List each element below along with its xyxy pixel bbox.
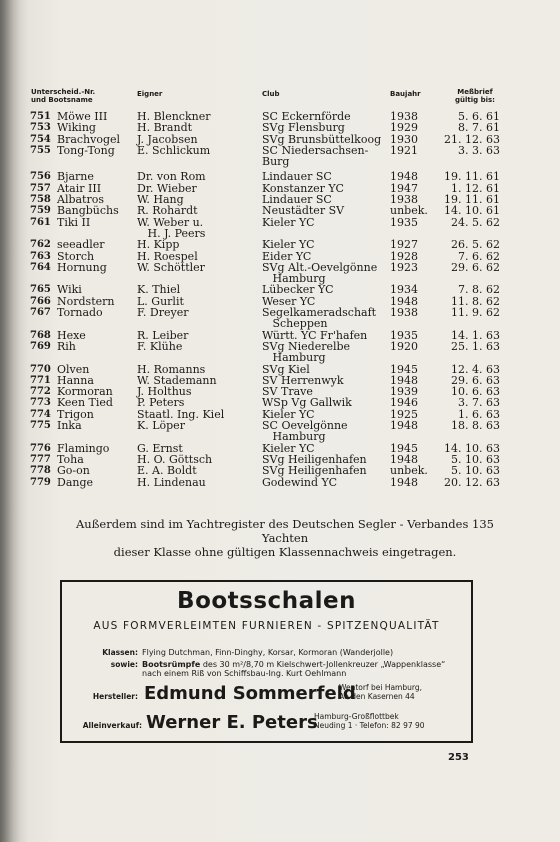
boat-club: SVg Alt.-Oevelgönne (262, 260, 378, 274)
boat-number: 775 (30, 420, 51, 432)
measurement-valid-until: 5. 10. 63 (451, 464, 500, 478)
boat-number: 767 (30, 307, 51, 319)
boat-number: 765 (30, 284, 51, 296)
boat-number: 755 (30, 144, 51, 156)
boat-owner: R. Rohardt (137, 204, 198, 218)
boat-number: 779 (30, 476, 51, 488)
boat-club: Kieler YC (262, 215, 315, 229)
boat-owner: H. Romanns (137, 362, 206, 376)
boat-build-year: 1938 (390, 110, 418, 123)
ad-title: Bootsschalen (177, 588, 356, 614)
table-row (0, 122, 560, 133)
measurement-valid-until: 11. 9. 62 (451, 306, 500, 320)
boat-owner: Dr. von Rom (137, 170, 206, 184)
ad-verkauf-address-1: Hamburg-Großflottbek (314, 712, 399, 721)
measurement-valid-until: 20. 12. 63 (444, 475, 500, 489)
boat-build-year: 1925 (390, 407, 418, 421)
boat-name: Hanna (57, 373, 94, 387)
measurement-valid-until: 25. 1. 63 (451, 339, 500, 353)
boat-name: Toha (57, 452, 84, 466)
boat-club: SC Oevelgönne (262, 419, 348, 433)
ad-sowie-text-2: nach einem Riß von Schiffsbau-Ing. Kurt Oehlmann (142, 669, 347, 678)
boat-name: Rih (57, 339, 76, 353)
ad-verkauf-label: Alleinverkauf: (82, 721, 142, 730)
ad-klassen-text: Flying Dutchman, Finn-Dinghy, Korsar, Kormoran (Wanderjolle) (142, 648, 394, 657)
boat-club: SV Trave (262, 385, 313, 399)
boat-club: SC Eckernförde (262, 110, 351, 123)
boat-name: Olven (57, 362, 90, 376)
boat-owner: H. O. Göttsch (137, 452, 213, 466)
boat-build-year: 1923 (390, 260, 418, 274)
boat-name: Hornung (57, 260, 107, 274)
boat-club: Lindauer SC (262, 193, 332, 207)
boat-club: WSp Vg Gallwik (262, 396, 352, 410)
boat-build-year: 1948 (390, 475, 418, 489)
boat-owner: J. Jacobsen (137, 132, 198, 146)
boat-club: SC Niedersachsen- (262, 143, 369, 157)
boat-club: Burg (262, 155, 290, 169)
boat-build-year: 1939 (390, 385, 418, 399)
boat-build-year: unbek. (390, 204, 428, 218)
boat-owner: L. Gurlit (137, 294, 184, 308)
boat-number: 759 (30, 205, 51, 217)
boat-owner: R. Leiber (137, 328, 189, 342)
boat-build-year: 1938 (390, 193, 418, 207)
ad-sowie-bold: Bootsrümpfe (142, 660, 201, 669)
boat-club: Neustädter SV (262, 204, 345, 218)
boat-build-year: 1948 (390, 373, 418, 387)
boat-number: 761 (30, 216, 51, 228)
boat-name: seeadler (57, 238, 105, 252)
ad-sowie-line (142, 660, 445, 669)
boat-owner: H. Roespel (137, 249, 198, 263)
boat-owner: W. Weber u. (137, 215, 204, 229)
boat-name: Atair III (57, 181, 102, 195)
boat-club: Hamburg (262, 430, 326, 444)
table-row (0, 156, 560, 167)
boat-club: Segelkameradschaft (262, 306, 377, 320)
table-row (0, 239, 560, 250)
measurement-valid-until: 10. 6. 63 (451, 385, 500, 399)
boat-club: Kieler YC (262, 407, 315, 421)
ad-subtitle: AUS FORMVERLEIMTEN FURNIEREN - SPITZENQUALITÄT (93, 620, 440, 632)
measurement-valid-until: 19. 11. 61 (444, 193, 500, 207)
boat-name: Möwe III (57, 110, 108, 123)
measurement-valid-until: 14. 1. 63 (451, 328, 500, 342)
table-row (0, 205, 560, 216)
ad-hersteller-address (339, 684, 422, 701)
ad-sowie-text: des 30 m²/8,70 m Kielschwert-Jollenkreuzer „Wappenklasse“ (200, 660, 446, 669)
boat-club: Eider YC (262, 249, 312, 263)
measurement-valid-until: 7. 6. 62 (458, 249, 500, 263)
boat-build-year: 1927 (390, 238, 418, 252)
boat-number: 754 (30, 133, 51, 145)
boat-number: 751 (30, 111, 51, 122)
boat-club: SV Herrenwyk (262, 373, 344, 387)
table-row (0, 465, 560, 476)
header-name-label: und Bootsname (31, 96, 93, 104)
boat-number: 762 (30, 239, 51, 251)
boat-owner: E. A. Boldt (137, 464, 197, 478)
boat-owner: H. J. Peers (137, 226, 206, 240)
boat-number: 772 (30, 386, 51, 398)
table-row (0, 431, 560, 442)
boat-name: Wiking (57, 121, 96, 135)
measurement-valid-until: 1. 12. 61 (451, 181, 500, 195)
ad-sowie-label: sowie: (110, 660, 138, 669)
boat-number: 758 (30, 194, 51, 206)
measurement-valid-until: 5. 10. 63 (451, 452, 500, 466)
boat-name: Bjarne (57, 170, 94, 184)
boat-name: Bangbüchs (57, 204, 119, 218)
table-row (0, 318, 560, 329)
boat-owner: H. Blenckner (137, 110, 211, 123)
boat-name: Tornado (57, 306, 103, 320)
boat-owner: K. Löper (137, 419, 185, 433)
boat-club: Godewind YC (262, 475, 338, 489)
boat-number: 777 (30, 453, 51, 465)
boat-number: 776 (30, 442, 51, 454)
boat-owner: Staatl. Ing. Kiel (137, 407, 225, 421)
boat-name: Tiki II (57, 215, 91, 229)
boat-name: Flamingo (57, 441, 110, 455)
boat-build-year: 1920 (390, 339, 418, 353)
ad-hersteller-name: Edmund Sommerfeld (144, 683, 356, 704)
boat-owner: F. Klühe (137, 339, 183, 353)
header-measurement-label: Meßbrief (457, 88, 493, 96)
boat-build-year: 1928 (390, 249, 418, 263)
boat-club: SVg Flensburg (262, 121, 345, 135)
ad-klassen-label: Klassen: (102, 648, 138, 657)
boat-owner: H. Lindenau (137, 475, 206, 489)
boat-name: Brachvogel (57, 132, 121, 146)
boat-build-year: 1946 (390, 396, 418, 410)
boat-build-year: 1921 (390, 143, 418, 157)
boat-owner: W. Hang (137, 193, 184, 207)
boat-owner: F. Dreyer (137, 306, 189, 320)
boat-owner: W. Schöttler (137, 260, 205, 274)
boat-number: 773 (30, 397, 51, 409)
boat-build-year: 1935 (390, 215, 418, 229)
ad-verkauf-address-2: Neuding 1 · Telefon: 82 97 90 (314, 720, 425, 730)
advertisement-box (60, 580, 473, 743)
measurement-valid-until: 21. 12. 63 (444, 132, 500, 146)
boat-name: Tong-Tong (57, 143, 115, 157)
boat-build-year: 1934 (390, 283, 418, 297)
table-row (0, 352, 560, 363)
measurement-valid-until: 29. 6. 63 (451, 373, 500, 387)
boat-name: Storch (57, 249, 95, 263)
boat-number: 769 (30, 340, 51, 352)
table-row (0, 477, 560, 488)
measurement-valid-until: 18. 8. 63 (451, 419, 500, 433)
boat-build-year: 1947 (390, 181, 418, 195)
boat-club: Kieler YC (262, 441, 315, 455)
boat-club: SVg Kiel (262, 362, 310, 376)
boat-build-year: 1938 (390, 306, 418, 320)
boat-number: 753 (30, 122, 51, 134)
boat-name: Keen Tied (57, 396, 113, 410)
boat-build-year: 1948 (390, 452, 418, 466)
header-year: Baujahr (390, 90, 421, 98)
boat-club: Lübecker YC (262, 283, 334, 297)
ad-hersteller-address-1: Wentorf bei Hamburg, (339, 683, 422, 692)
boat-name: Wiki (57, 283, 82, 297)
boat-club: Scheppen (262, 317, 328, 331)
boat-number: 764 (30, 261, 51, 273)
boat-name: Kormoran (57, 385, 113, 399)
measurement-valid-until: 14. 10. 61 (444, 204, 500, 218)
boat-owner: H. Kipp (137, 238, 180, 252)
header-measurement (440, 88, 510, 104)
boat-register-table (0, 111, 560, 488)
footnote (60, 517, 510, 559)
boat-name: Dange (57, 475, 94, 489)
measurement-valid-until: 29. 6. 62 (451, 260, 500, 274)
header-valid-until-label: gültig bis: (455, 96, 495, 104)
boat-number: 768 (30, 329, 51, 341)
table-row (0, 217, 560, 228)
measurement-valid-until: 24. 5. 62 (451, 215, 500, 229)
boat-club: SVg Brunsbüttelkoog (262, 132, 382, 146)
boat-number: 757 (30, 182, 51, 194)
footnote-line-2: dieser Klasse ohne gültigen Klassennachweis eingetragen. (113, 545, 457, 559)
measurement-valid-until: 26. 5. 62 (451, 238, 500, 252)
boat-owner: Dr. Wieber (137, 181, 197, 195)
boat-build-year: unbek. (390, 464, 428, 478)
boat-name: Inka (57, 419, 82, 433)
boat-number: 766 (30, 295, 51, 307)
measurement-valid-until: 3. 3. 63 (458, 143, 500, 157)
boat-number: 770 (30, 363, 51, 375)
boat-owner: H. Brandt (137, 121, 193, 135)
boat-build-year: 1948 (390, 170, 418, 184)
boat-name: Go-on (57, 464, 90, 478)
boat-name: Trigon (57, 407, 94, 421)
page-number: 253 (448, 752, 469, 763)
measurement-valid-until: 5. 6. 61 (458, 110, 500, 123)
boat-build-year: 1945 (390, 362, 418, 376)
measurement-valid-until: 19. 11. 61 (444, 170, 500, 184)
boat-number: 771 (30, 374, 51, 386)
measurement-valid-until: 8. 7. 61 (458, 121, 500, 135)
boat-build-year: 1948 (390, 294, 418, 308)
boat-club: Hamburg (262, 351, 326, 365)
measurement-valid-until: 14. 10. 63 (444, 441, 500, 455)
boat-build-year: 1930 (390, 132, 418, 146)
boat-club: Hamburg (262, 272, 326, 286)
boat-owner: K. Thiel (137, 283, 181, 297)
boat-owner: P. Peters (137, 396, 185, 410)
boat-build-year: 1948 (390, 419, 418, 433)
boat-owner: J. Holthus (137, 385, 192, 399)
ad-hersteller-address-2: An den Kasernen 44 (339, 691, 415, 701)
header-owner: Eigner (137, 90, 163, 98)
measurement-valid-until: 1. 6. 63 (458, 407, 500, 421)
boat-owner: W. Stademann (137, 373, 217, 387)
boat-name: Albatros (57, 193, 105, 207)
boat-name: Nordstern (57, 294, 115, 308)
boat-name: Hexe (57, 328, 86, 342)
ad-verkauf-address (314, 713, 425, 730)
measurement-valid-until: 11. 8. 62 (451, 294, 500, 308)
header-club: Club (262, 90, 280, 98)
boat-club: Lindauer SC (262, 170, 332, 184)
ad-hersteller-label: Hersteller: (92, 692, 138, 701)
boat-owner: G. Ernst (137, 441, 183, 455)
header-number-name (31, 88, 95, 104)
boat-club: SVg Heiligenhafen (262, 464, 367, 478)
measurement-valid-until: 12. 4. 63 (451, 362, 500, 376)
boat-club: SVg Niederelbe (262, 339, 351, 353)
boat-number: 756 (30, 171, 51, 183)
measurement-valid-until: 3. 7. 63 (458, 396, 500, 410)
footnote-line-1: Außerdem sind im Yachtregister des Deutschen Segler - Verbandes 135 Yachten (76, 517, 494, 545)
boat-club: Konstanzer YC (262, 181, 344, 195)
boat-club: Kieler YC (262, 238, 315, 252)
boat-number: 763 (30, 250, 51, 262)
boat-build-year: 1935 (390, 328, 418, 342)
boat-owner: E. Schlickum (137, 143, 211, 157)
boat-number: 778 (30, 465, 51, 477)
header-number-label: Unterscheid.-Nr. (31, 88, 96, 96)
measurement-valid-until: 7. 8. 62 (458, 283, 500, 297)
boat-club: Weser YC (262, 294, 316, 308)
boat-club: SVg Heiligenhafen (262, 452, 367, 466)
boat-build-year: 1945 (390, 441, 418, 455)
boat-number: 774 (30, 408, 51, 420)
boat-build-year: 1929 (390, 121, 418, 135)
boat-club: Württ. YC Fr'hafen (262, 328, 368, 342)
ad-verkauf-name: Werner E. Peters (146, 712, 318, 733)
